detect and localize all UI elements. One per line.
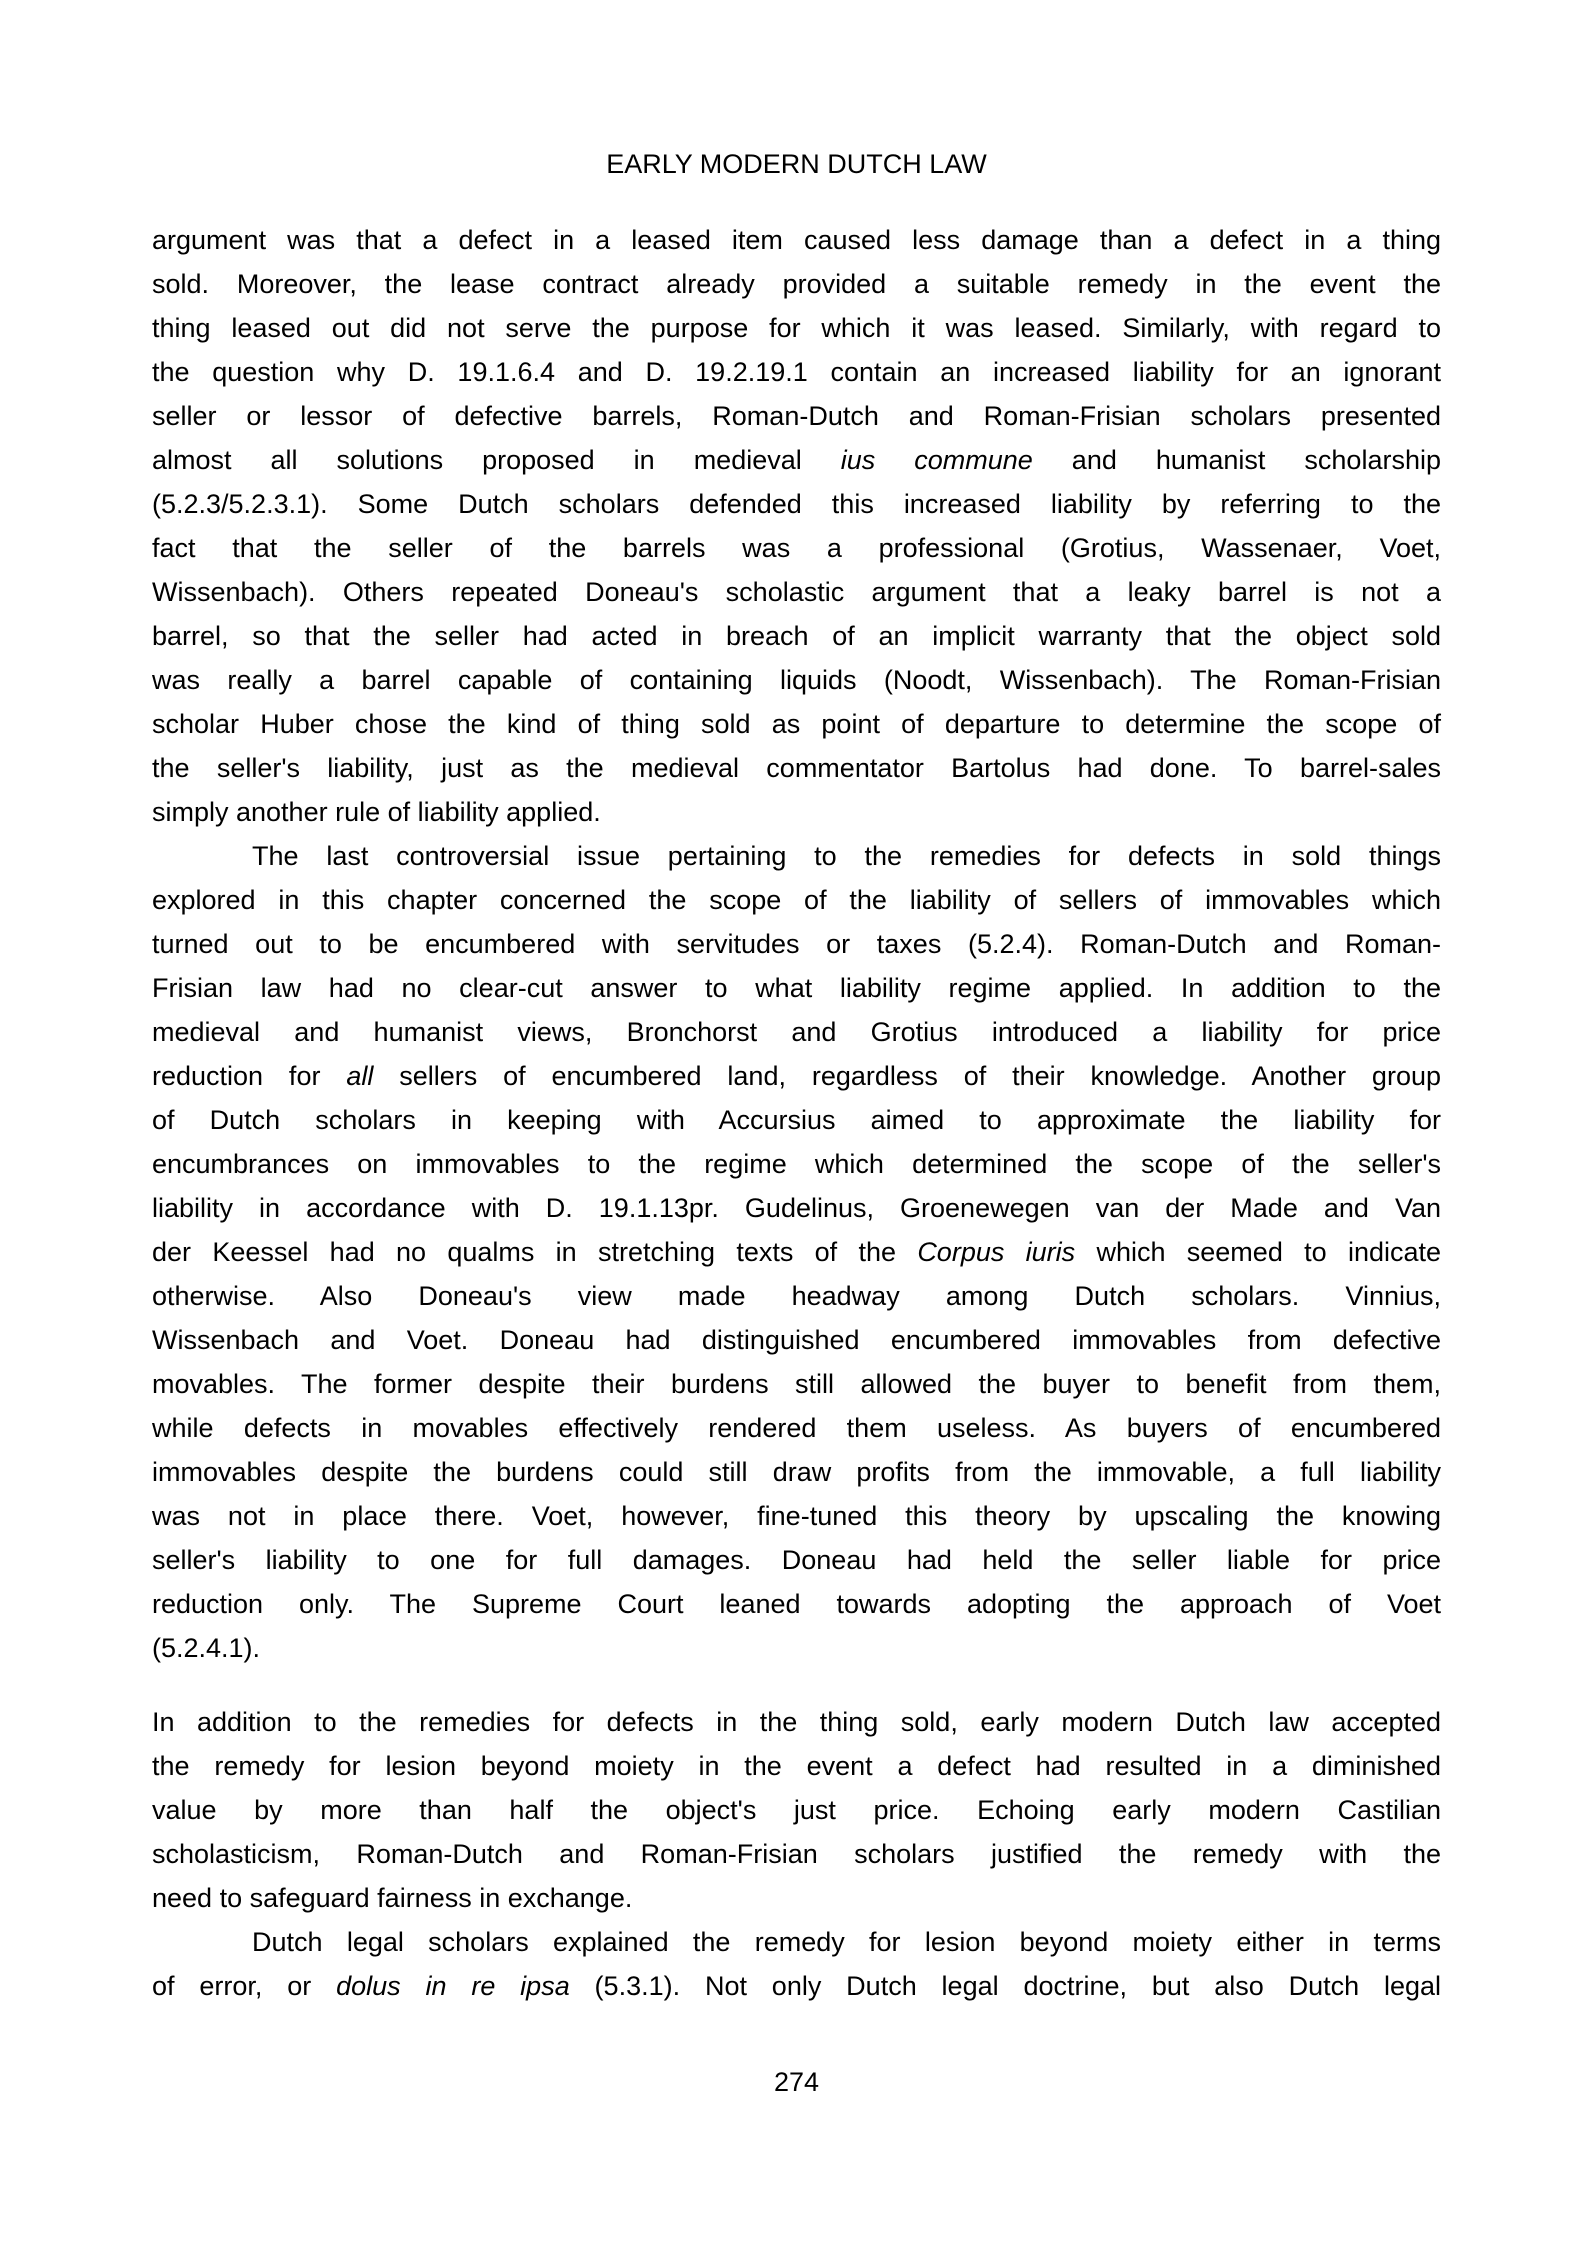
text-line: of Dutch scholars in keeping with Accursius aimed to approximate the liability for (152, 1105, 1441, 1135)
text-line: (5.2.4.1). (152, 1633, 261, 1663)
text-line: scholar Huber chose the kind of thing sold as point of departure to determine the scope of (152, 709, 1441, 739)
text-line: In addition to the remedies for defects in the thing sold, early modern Dutch law accepted (152, 1707, 1441, 1737)
text-line: der Keessel had no qualms in stretching texts of the Corpus iuris which seemed to indicate (152, 1237, 1442, 1267)
text-line: The last controversial issue pertaining to the remedies for defects in sold things (252, 841, 1441, 871)
text-line: Wissenbach). Others repeated Doneau's scholastic argument that a leaky barrel is not a (152, 577, 1441, 607)
text-line: of error, or dolus in re ipsa (5.3.1). Not only Dutch legal doctrine, but also Dutch legal (152, 1971, 1442, 2001)
text-line: the seller's liability, just as the medieval commentator Bartolus had done. To barrel-sales (152, 753, 1441, 783)
text-line: Wissenbach and Voet. Doneau had distinguished encumbered immovables from defective (152, 1325, 1441, 1355)
text-line: almost all solutions proposed in medieval ius commune and humanist scholarship (152, 445, 1441, 475)
text-line: simply another rule of liability applied. (152, 797, 601, 827)
text-line: barrel, so that the seller had acted in breach of an implicit warranty that the object sold (152, 621, 1441, 651)
text-line: need to safeguard fairness in exchange. (152, 1883, 633, 1913)
body-text (152, 218, 1441, 2008)
text-line: the remedy for lesion beyond moiety in the event a defect had resulted in a diminished (152, 1751, 1441, 1781)
text-line: argument was that a defect in a leased item caused less damage than a defect in a thing (152, 225, 1441, 255)
page-header: EARLY MODERN DUTCH LAW (606, 149, 987, 179)
text-line: the question why D. 19.1.6.4 and D. 19.2.19.1 contain an increased liability for an ignorant (152, 357, 1441, 387)
paragraph (152, 1920, 1441, 2008)
text-line: fact that the seller of the barrels was a professional (Grotius, Wassenaer, Voet, (152, 533, 1441, 563)
text-line: encumbrances on immovables to the regime which determined the scope of the seller's (152, 1149, 1441, 1179)
text-line: reduction for all sellers of encumbered land, regardless of their knowledge. Another group (152, 1061, 1441, 1091)
text-line: reduction only. The Supreme Court leaned towards adopting the approach of Voet (152, 1589, 1441, 1619)
text-line: seller's liability to one for full damages. Doneau had held the seller liable for price (152, 1545, 1441, 1575)
text-line: otherwise. Also Doneau's view made headway among Dutch scholars. Vinnius, (152, 1281, 1441, 1311)
text-line: seller or lessor of defective barrels, Roman-Dutch and Roman-Frisian scholars presented (152, 401, 1441, 431)
text-line: thing leased out did not serve the purpose for which it was leased. Similarly, with regard to (152, 313, 1441, 343)
text-line: was really a barrel capable of containing liquids (Noodt, Wissenbach). The Roman-Frisian (152, 665, 1441, 695)
text-line: while defects in movables effectively rendered them useless. As buyers of encumbered (152, 1413, 1441, 1443)
text-line: (5.2.3/5.2.3.1). Some Dutch scholars defended this increased liability by referring to the (152, 489, 1441, 519)
text-line: movables. The former despite their burdens still allowed the buyer to benefit from them, (152, 1369, 1441, 1399)
text-line: immovables despite the burdens could still draw profits from the immovable, a full liability (152, 1457, 1441, 1487)
text-line: medieval and humanist views, Bronchorst and Grotius introduced a liability for price (152, 1017, 1441, 1047)
text-line: sold. Moreover, the lease contract already provided a suitable remedy in the event the (152, 269, 1441, 299)
paragraph (152, 1700, 1441, 1920)
text-line: turned out to be encumbered with servitudes or taxes (5.2.4). Roman-Dutch and Roman- (152, 929, 1441, 959)
paragraph (152, 834, 1441, 1670)
text-line: value by more than half the object's just price. Echoing early modern Castilian (152, 1795, 1441, 1825)
text-line: was not in place there. Voet, however, fine-tuned this theory by upscaling the knowing (152, 1501, 1441, 1531)
text-line: scholasticism, Roman-Dutch and Roman-Frisian scholars justified the remedy with the (152, 1839, 1441, 1869)
text-line: explored in this chapter concerned the scope of the liability of sellers of immovables which (152, 885, 1441, 915)
text-line: Dutch legal scholars explained the remedy for lesion beyond moiety either in terms (252, 1927, 1441, 1957)
page-number: 274 (773, 2067, 820, 2097)
text-line: liability in accordance with D. 19.1.13pr. Gudelinus, Groenewegen van der Made and Van (152, 1193, 1441, 1223)
paragraph (152, 218, 1441, 834)
text-line: Frisian law had no clear-cut answer to what liability regime applied. In addition to the (152, 973, 1441, 1003)
